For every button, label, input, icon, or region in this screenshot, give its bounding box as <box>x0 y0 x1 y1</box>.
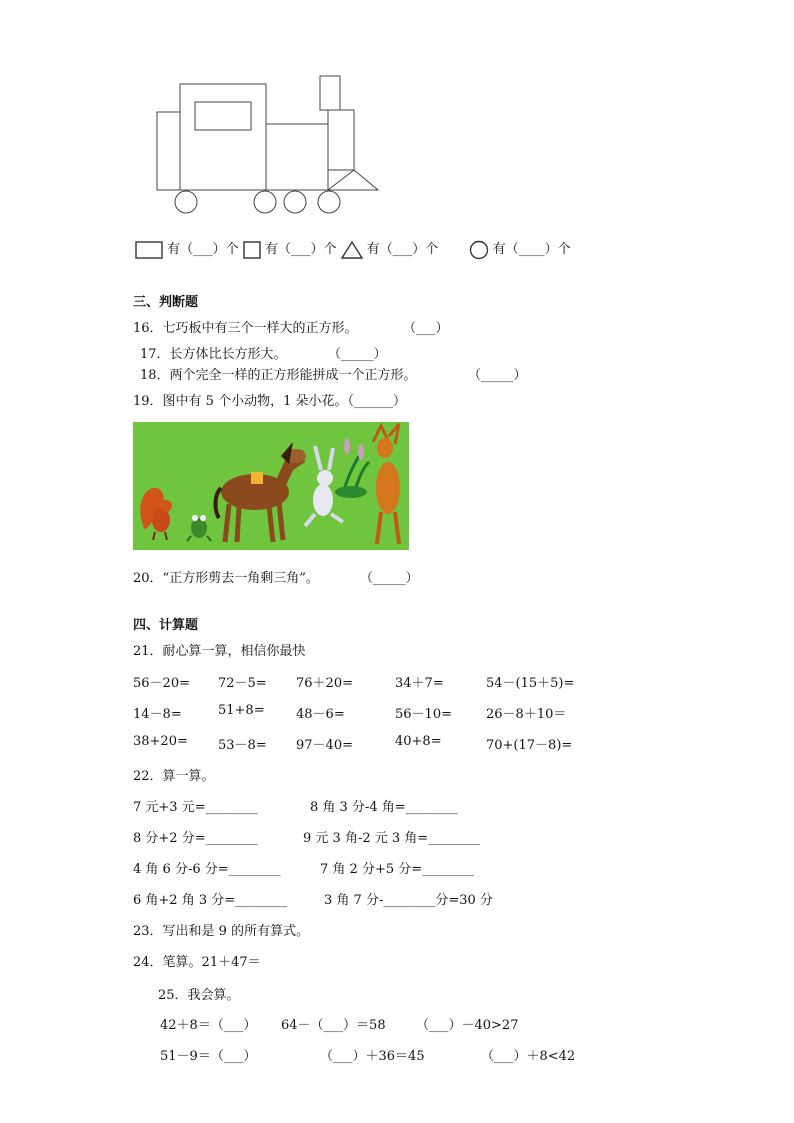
question-19: 19．图中有 5 个小动物，1 朵小花。（______） <box>133 394 406 409</box>
money-row-3-col-2: 7 角 2 分+5 分=________ <box>320 862 475 877</box>
calc-row-2-col-5: 26－8＋10＝ <box>486 707 567 722</box>
question-16: 16．七巧板中有三个一样大的正方形。 <box>133 321 358 336</box>
rectangle-icon <box>135 241 163 259</box>
train-body-rectangle <box>266 124 328 190</box>
calc-row-1-col-1: 56－20= <box>133 676 190 691</box>
calc-row-2-col-1: 14－8= <box>133 707 182 722</box>
question-18: 18．两个完全一样的正方形能拼成一个正方形。 <box>140 368 417 383</box>
wheel-circle <box>175 191 197 213</box>
question-16-blank: （___） <box>403 321 449 336</box>
wheel-circle <box>318 191 340 213</box>
section-3-title: 三、判断题 <box>133 295 199 310</box>
fill-row-1-col-1: 42＋8＝（___） <box>160 1018 257 1033</box>
circle-count-text: 有（____）个 <box>492 242 571 257</box>
question-20-blank: （_____） <box>360 571 419 586</box>
money-row-1-col-1: 7 元+3 元=________ <box>133 800 258 815</box>
calc-row-1-col-5: 54－(15＋5)= <box>486 676 575 691</box>
calc-row-2-col-3: 48－6= <box>296 707 345 722</box>
square-icon <box>243 241 261 259</box>
question-23: 23．写出和是 9 的所有算式。 <box>133 924 310 939</box>
train-cabin-square <box>180 84 266 190</box>
calc-row-3-col-4: 40+8= <box>395 734 442 749</box>
fill-row-1-col-2: 64－（___）＝58 <box>281 1018 386 1033</box>
calc-row-3-col-3: 97－40= <box>296 738 353 753</box>
calc-row-2-col-2: 51+8= <box>218 703 265 718</box>
question-20: 20．“正方形剪去一角剩三角”。 <box>133 571 319 586</box>
fill-row-2-col-3: （___）＋8<42 <box>481 1049 576 1064</box>
square-count-text: 有（___）个 <box>264 242 337 257</box>
question-22: 22．算一算。 <box>133 769 215 784</box>
circle-icon <box>469 240 489 260</box>
money-row-3-col-1: 4 角 6 分-6 分=________ <box>133 862 281 877</box>
question-17-blank: （_____） <box>328 347 387 362</box>
train-front-triangle <box>328 170 378 190</box>
shape-count-row <box>135 238 571 260</box>
animals-scene-image <box>133 422 409 550</box>
train-shapes-figure <box>140 72 390 222</box>
calc-row-3-col-1: 38+20= <box>133 734 188 749</box>
calc-row-2-col-4: 56－10= <box>395 707 452 722</box>
rectangle-count-text: 有（___）个 <box>167 242 239 257</box>
calc-row-1-col-4: 34＋7= <box>395 676 444 691</box>
calc-row-3-col-2: 53－8= <box>218 738 267 753</box>
wheel-circle <box>284 191 306 213</box>
fill-row-2-col-1: 51－9＝（___） <box>160 1049 257 1064</box>
question-17: 17．长方体比长方形大。 <box>140 347 287 362</box>
question-18-blank: （_____） <box>468 368 527 383</box>
wheel-circle <box>254 191 276 213</box>
question-24: 24．笔算。21＋47＝ <box>133 955 261 970</box>
train-chimney-rectangle <box>320 76 340 110</box>
train-rear-rectangle <box>157 112 180 190</box>
triangle-icon <box>341 241 363 259</box>
fill-row-2-col-2: （___）＋36＝45 <box>320 1049 425 1064</box>
question-25: 25．我会算。 <box>158 988 240 1003</box>
calc-row-3-col-5: 70+(17－8)= <box>486 738 573 753</box>
money-row-2-col-1: 8 分+2 分=________ <box>133 831 258 846</box>
fill-row-1-col-3: （___）－40>27 <box>416 1018 519 1033</box>
train-front-rectangle <box>328 110 354 170</box>
money-row-4-col-2: 3 角 7 分-________分=30 分 <box>324 893 493 908</box>
train-window-rectangle <box>195 102 251 130</box>
money-row-4-col-1: 6 角+2 角 3 分=________ <box>133 893 288 908</box>
calc-row-1-col-2: 72－5= <box>218 676 267 691</box>
calc-row-1-col-3: 76＋20= <box>296 676 353 691</box>
triangle-count-text: 有（___）个 <box>366 242 439 257</box>
section-4-title: 四、计算题 <box>133 618 199 633</box>
money-row-2-col-2: 9 元 3 角-2 元 3 角=________ <box>303 831 481 846</box>
question-21: 21．耐心算一算，相信你最快 <box>133 644 306 659</box>
money-row-1-col-2: 8 角 3 分-4 角=________ <box>310 800 458 815</box>
